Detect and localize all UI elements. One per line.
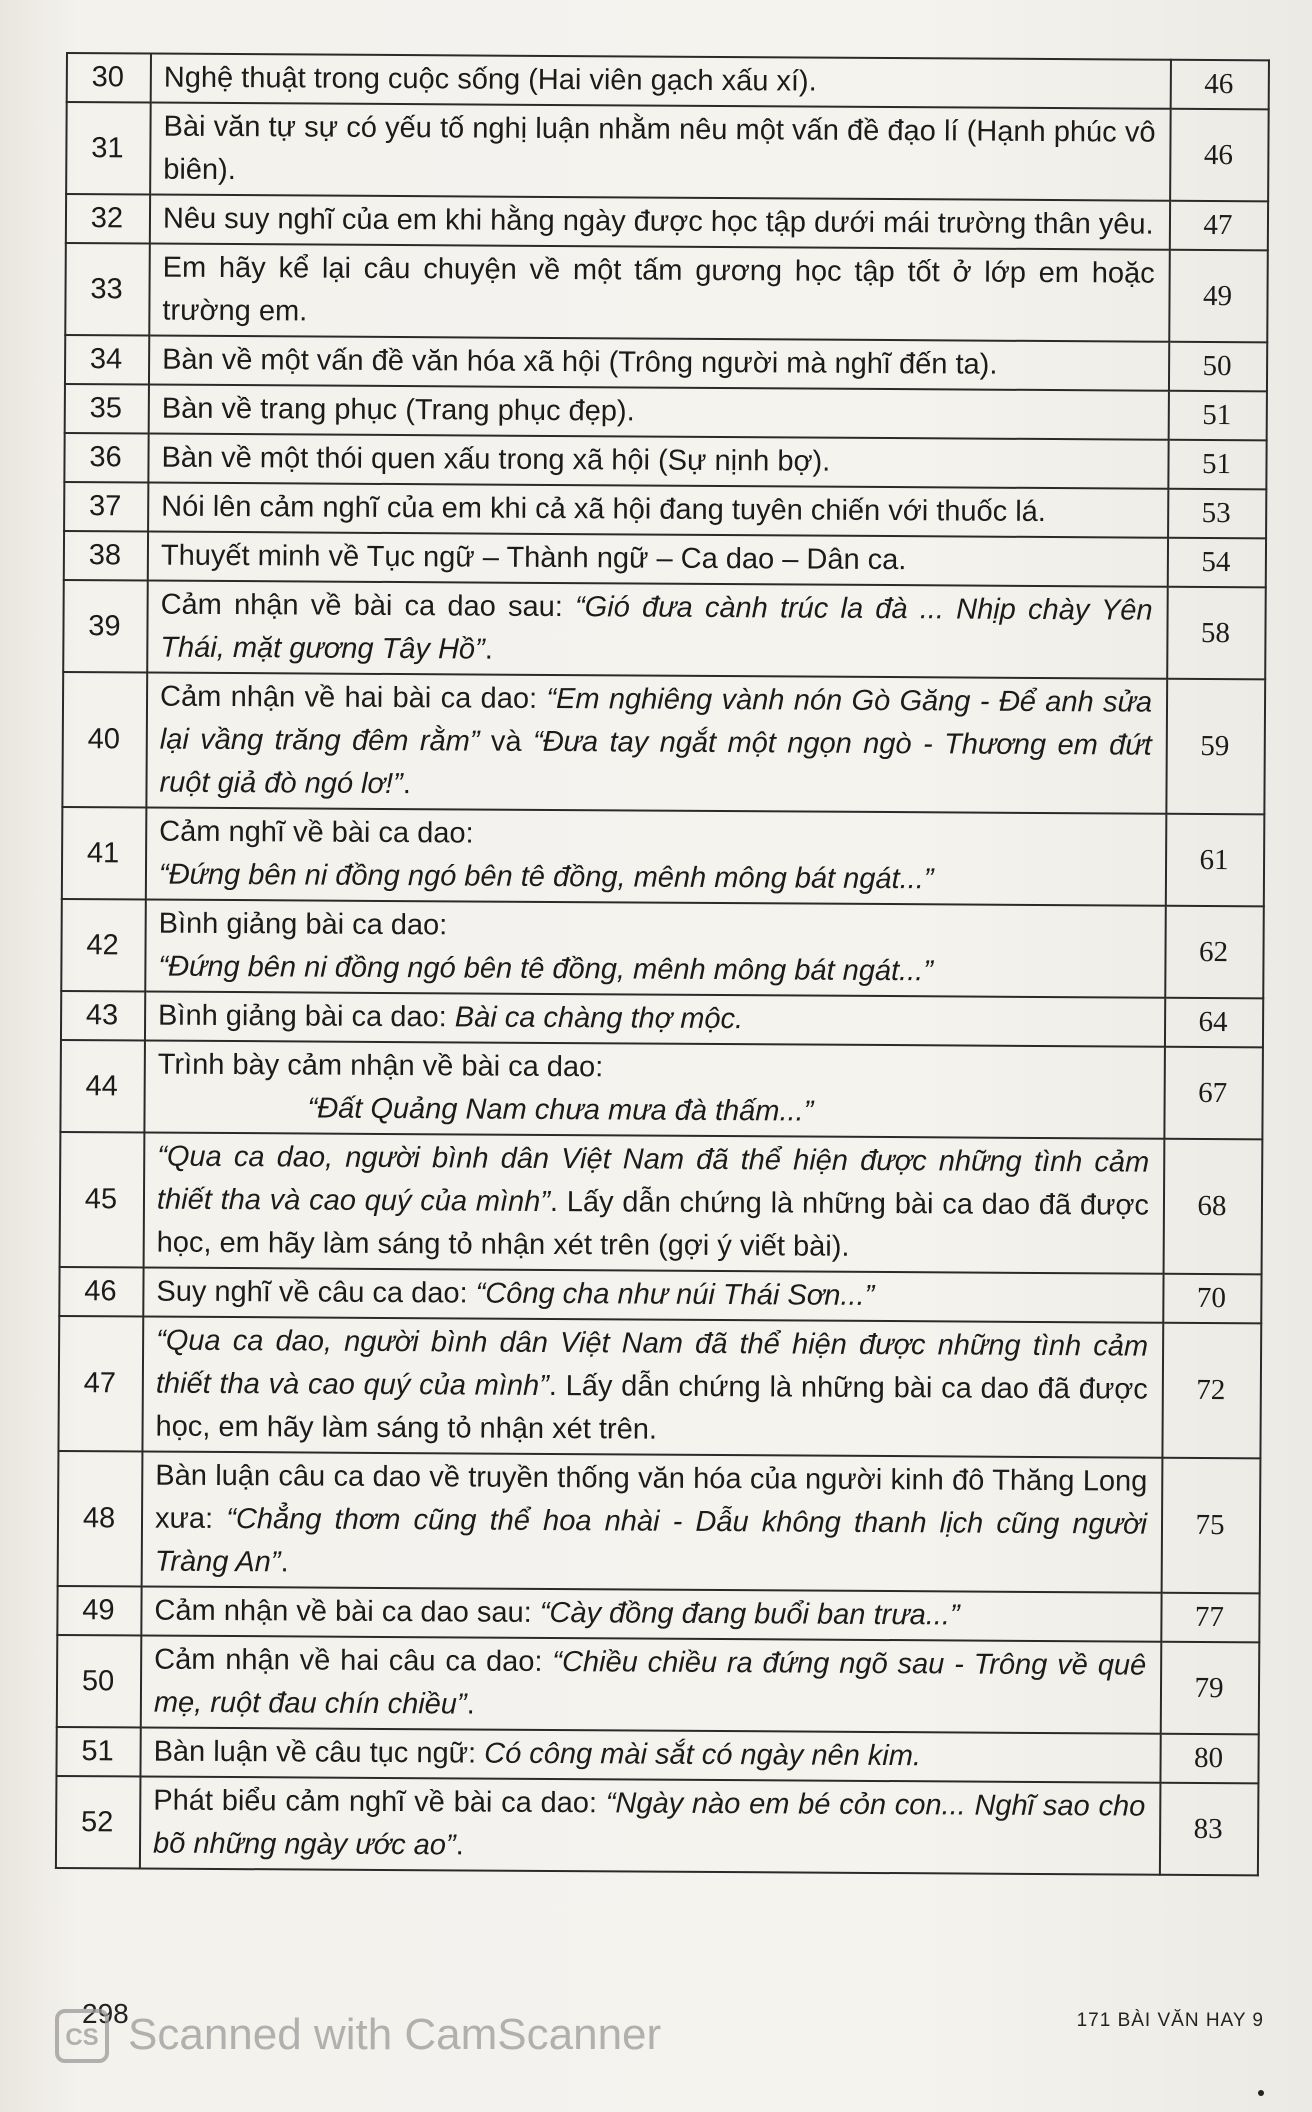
title-text: Phát biểu cảm nghĩ về bài ca dao:: [153, 1784, 606, 1820]
toc-row: [64, 482, 1266, 538]
toc-entry-page: 80: [1160, 1734, 1258, 1784]
toc-row: [59, 1267, 1261, 1323]
toc-entry-title: [140, 1776, 1161, 1874]
toc-entry-number: 31: [66, 102, 151, 195]
toc-row: [61, 899, 1264, 998]
camscanner-watermark: Scanned with CamScanner: [128, 2010, 662, 2059]
toc-entry-page: 79: [1161, 1642, 1260, 1735]
toc-entry-page: 67: [1164, 1047, 1263, 1140]
toc-row: [60, 1040, 1263, 1139]
toc-entry-page: 47: [1170, 201, 1268, 251]
toc-entry-page: 64: [1165, 998, 1263, 1048]
toc-entry-number: 47: [58, 1316, 143, 1452]
toc-entry-number: 38: [64, 531, 148, 581]
toc-row: [64, 433, 1266, 489]
quoted-text: “Gió đưa cành trúc la đà ... Nhịp chày Yên Thái, mặt gương Tây Hồ”: [160, 591, 1153, 666]
title-text: Bàn luận câu ca dao về truyền thống văn hóa của người kinh đô Thăng Long xưa:: [154, 1459, 1148, 1536]
quoted-text: “Em nghiêng vành nón Gò Găng - Để anh sửa lại vầng trăng đêm rằm”: [159, 682, 1153, 758]
title-text: .: [455, 1829, 464, 1862]
toc-row: [63, 580, 1266, 679]
toc-body: [56, 53, 1269, 1875]
toc-entry-title: [142, 1316, 1163, 1457]
title-text: . Lấy dẫn chứng là những bài ca dao đã được học, em hãy làm sáng tỏ nhận xét trên (gợi ý viết bài).: [156, 1185, 1150, 1263]
quoted-text: “Chiều chiều ra đứng ngõ sau - Trông về quê mẹ, ruột đau chín chiều”: [153, 1646, 1147, 1721]
toc-entry-page: 50: [1169, 342, 1267, 392]
quoted-text: “Cày đồng đang buổi ban trưa...”: [539, 1596, 960, 1632]
quoted-text: “Đưa tay ngắt một ngọn ngò - Thương em đứt ruột giả đò ngó lơ!”: [159, 725, 1152, 801]
toc-entry-page: 72: [1162, 1323, 1261, 1459]
title-text: Cảm nhận về hai bài ca dao:: [159, 680, 547, 715]
toc-entry-page: 54: [1168, 538, 1266, 588]
toc-entry-page: 59: [1166, 679, 1265, 815]
title-text: Nêu suy nghĩ của em khi hằng ngày được học tập dưới mái trường thân yêu.: [162, 202, 1154, 241]
toc-entry-title: [149, 244, 1170, 342]
toc-entry-page: 77: [1161, 1593, 1259, 1643]
indent-spacer: [157, 1117, 307, 1118]
title-text: Nói lên cảm nghĩ của em khi cả xã hội đang tuyên chiến với thuốc lá.: [161, 490, 1046, 528]
toc-row: [64, 531, 1266, 587]
toc-entry-number: 33: [65, 243, 150, 336]
toc-entry-page: 61: [1166, 814, 1265, 907]
toc-entry-title: [143, 1267, 1163, 1322]
toc-entry-title: [142, 1451, 1163, 1592]
toc-entry-page: 53: [1168, 489, 1266, 539]
toc-entry-title: [148, 532, 1168, 587]
toc-entry-page: 46: [1171, 60, 1269, 110]
toc-row: [60, 1132, 1263, 1274]
toc-row: [65, 243, 1268, 342]
toc-entry-number: 44: [60, 1040, 145, 1133]
toc-entry-page: 51: [1169, 391, 1267, 441]
toc-row: [58, 1451, 1261, 1593]
toc-entry-title: [149, 336, 1169, 391]
quoted-text: “Đứng bên ni đồng ngó bên tê đồng, mênh mông bát ngát...”: [158, 950, 934, 988]
toc-entry-page: 68: [1164, 1139, 1263, 1275]
toc-row: [65, 384, 1267, 440]
quoted-text: “Qua ca dao, người bình dân Việt Nam đã thể hiện được những tình cảm thiết tha và cao quý của mình”: [155, 1324, 1149, 1402]
title-text: .: [484, 633, 493, 666]
table-of-contents: [55, 52, 1270, 1876]
title-text: Bàn về trang phục (Trang phục đẹp).: [161, 392, 635, 428]
toc-entry-title: [145, 992, 1165, 1047]
toc-entry-title: [145, 900, 1166, 998]
toc-entry-number: 46: [59, 1267, 143, 1317]
toc-entry-number: 34: [65, 335, 149, 385]
toc-row: [66, 194, 1268, 250]
camscanner-logo-text: CS: [65, 2024, 99, 2051]
title-text: Trình bày cảm nhận về bài ca dao:: [157, 1048, 604, 1084]
toc-entry-title: [150, 103, 1171, 201]
title-text: Em hãy kể lại câu chuyện về một tấm gương học tập tốt ở lớp em hoặc trường em.: [162, 251, 1155, 328]
toc-entry-number: 45: [60, 1132, 145, 1268]
toc-entry-number: 41: [62, 807, 147, 900]
toc-entry-number: 30: [67, 53, 151, 103]
toc-entry-title: [144, 1132, 1165, 1273]
toc-entry-number: 51: [56, 1727, 140, 1777]
toc-entry-number: 49: [57, 1586, 141, 1636]
toc-row: [65, 335, 1267, 391]
toc-entry-title: [148, 434, 1168, 489]
page-number: 298: [82, 1998, 129, 2029]
toc-entry-title: [146, 673, 1167, 814]
toc-entry-page: 75: [1162, 1458, 1261, 1594]
title-text: Bàn về một thói quen xấu trong xã hội (Sự nịnh bợ).: [161, 441, 831, 478]
toc-row: [58, 1316, 1261, 1458]
toc-row: [67, 53, 1269, 109]
toc-entry-title: [144, 1041, 1165, 1139]
quoted-text: “Đất Quảng Nam chưa mưa đà thấm...”: [307, 1092, 814, 1128]
toc-entry-page: 51: [1168, 440, 1266, 490]
title-text: Cảm nhận về hai câu ca dao:: [154, 1643, 553, 1679]
toc-entry-number: 39: [63, 580, 148, 673]
toc-entry-number: 52: [56, 1776, 141, 1869]
title-text: Cảm nhận về bài ca dao sau:: [154, 1594, 540, 1629]
toc-entry-title: [140, 1727, 1160, 1782]
toc-entry-title: [151, 54, 1171, 109]
toc-row: [62, 807, 1265, 906]
toc-entry-page: 83: [1160, 1783, 1259, 1876]
toc-row: [56, 1776, 1259, 1875]
toc-entry-number: 35: [65, 384, 149, 434]
toc-entry-page: 62: [1165, 906, 1264, 999]
quoted-text: “Chẳng thơm cũng thể hoa nhài - Dẫu không thanh lịch cũng người Tràng An”: [154, 1503, 1148, 1579]
toc-entry-title: [148, 483, 1168, 538]
quoted-text: “Ngày nào em bé cỏn con... Nghĩ sao cho bõ những ngày ước ao”: [152, 1787, 1146, 1862]
toc-row: [57, 1635, 1260, 1734]
toc-entry-title: [141, 1635, 1162, 1733]
toc-entry-title: [141, 1586, 1161, 1641]
toc-entry-title: [146, 808, 1167, 906]
quoted-text: “Công cha như núi Thái Sơn...”: [475, 1277, 875, 1312]
quoted-text: “Đứng bên ni đồng ngó bên tê đồng, mênh mông bát ngát...”: [158, 858, 934, 896]
title-text: Thuyết minh về Tục ngữ – Thành ngữ – Ca dao – Dân ca.: [160, 539, 907, 577]
quoted-text: Có công mài sắt có ngày nên kim.: [484, 1737, 922, 1773]
title-text: . Lấy dẫn chứng là những bài ca dao đã được học, em hãy làm sáng tỏ nhận xét trên.: [155, 1369, 1148, 1446]
toc-entry-page: 46: [1170, 109, 1269, 202]
toc-row: [57, 1586, 1259, 1642]
toc-entry-number: 43: [61, 991, 145, 1041]
toc-entry-number: 32: [66, 194, 150, 244]
toc-entry-number: 36: [64, 433, 148, 483]
title-text: Cảm nhận về bài ca dao sau:: [160, 588, 576, 624]
toc-row: [66, 102, 1269, 201]
toc-entry-number: 40: [62, 672, 147, 808]
toc-entry-title: [150, 195, 1170, 250]
title-text: .: [466, 1688, 475, 1721]
title-text: Bàn về một vấn đề văn hóa xã hội (Trông người mà nghĩ đến ta).: [162, 343, 998, 381]
title-text: Cảm nghĩ về bài ca dao:: [159, 815, 474, 850]
toc-entry-page: 49: [1169, 250, 1268, 343]
toc-entry-title: [149, 385, 1169, 440]
scan-speck: [1258, 2090, 1264, 2096]
toc-entry-number: 48: [58, 1451, 143, 1587]
quoted-text: “Qua ca dao, người bình dân Việt Nam đã thể hiện được những tình cảm thiết tha và cao quý của mình”: [156, 1140, 1150, 1218]
title-text: .: [402, 768, 411, 801]
title-text: Bài văn tự sự có yếu tố nghị luận nhằm nêu một vấn đề đạo lí (Hạnh phúc vô biên).: [163, 110, 1156, 187]
title-text: Bàn luận về câu tục ngữ:: [153, 1735, 485, 1770]
book-title: 171 BÀI VĂN HAY 9: [1076, 2010, 1264, 2031]
title-text: Bình giảng bài ca dao:: [158, 907, 448, 942]
title-text: Nghệ thuật trong cuộc sống (Hai viên gạch xấu xí).: [163, 61, 817, 98]
toc-entry-page: 58: [1167, 587, 1266, 680]
toc-entry-page: 70: [1163, 1274, 1261, 1324]
title-text: Bình giảng bài ca dao:: [158, 999, 455, 1034]
title-text: .: [280, 1546, 289, 1579]
title-text: và: [479, 725, 534, 758]
toc-entry-number: 42: [61, 899, 146, 992]
toc-row: [56, 1727, 1258, 1783]
toc-entry-title: [147, 581, 1168, 679]
toc-row: [61, 991, 1263, 1047]
camscanner-logo: [54, 2008, 110, 2064]
toc-entry-number: 50: [57, 1635, 142, 1728]
toc-entry-number: 37: [64, 482, 148, 532]
quoted-text: Bài ca chàng thợ mộc.: [454, 1001, 744, 1036]
toc-row: [62, 672, 1265, 814]
title-text: Suy nghĩ về câu ca dao:: [156, 1275, 476, 1310]
